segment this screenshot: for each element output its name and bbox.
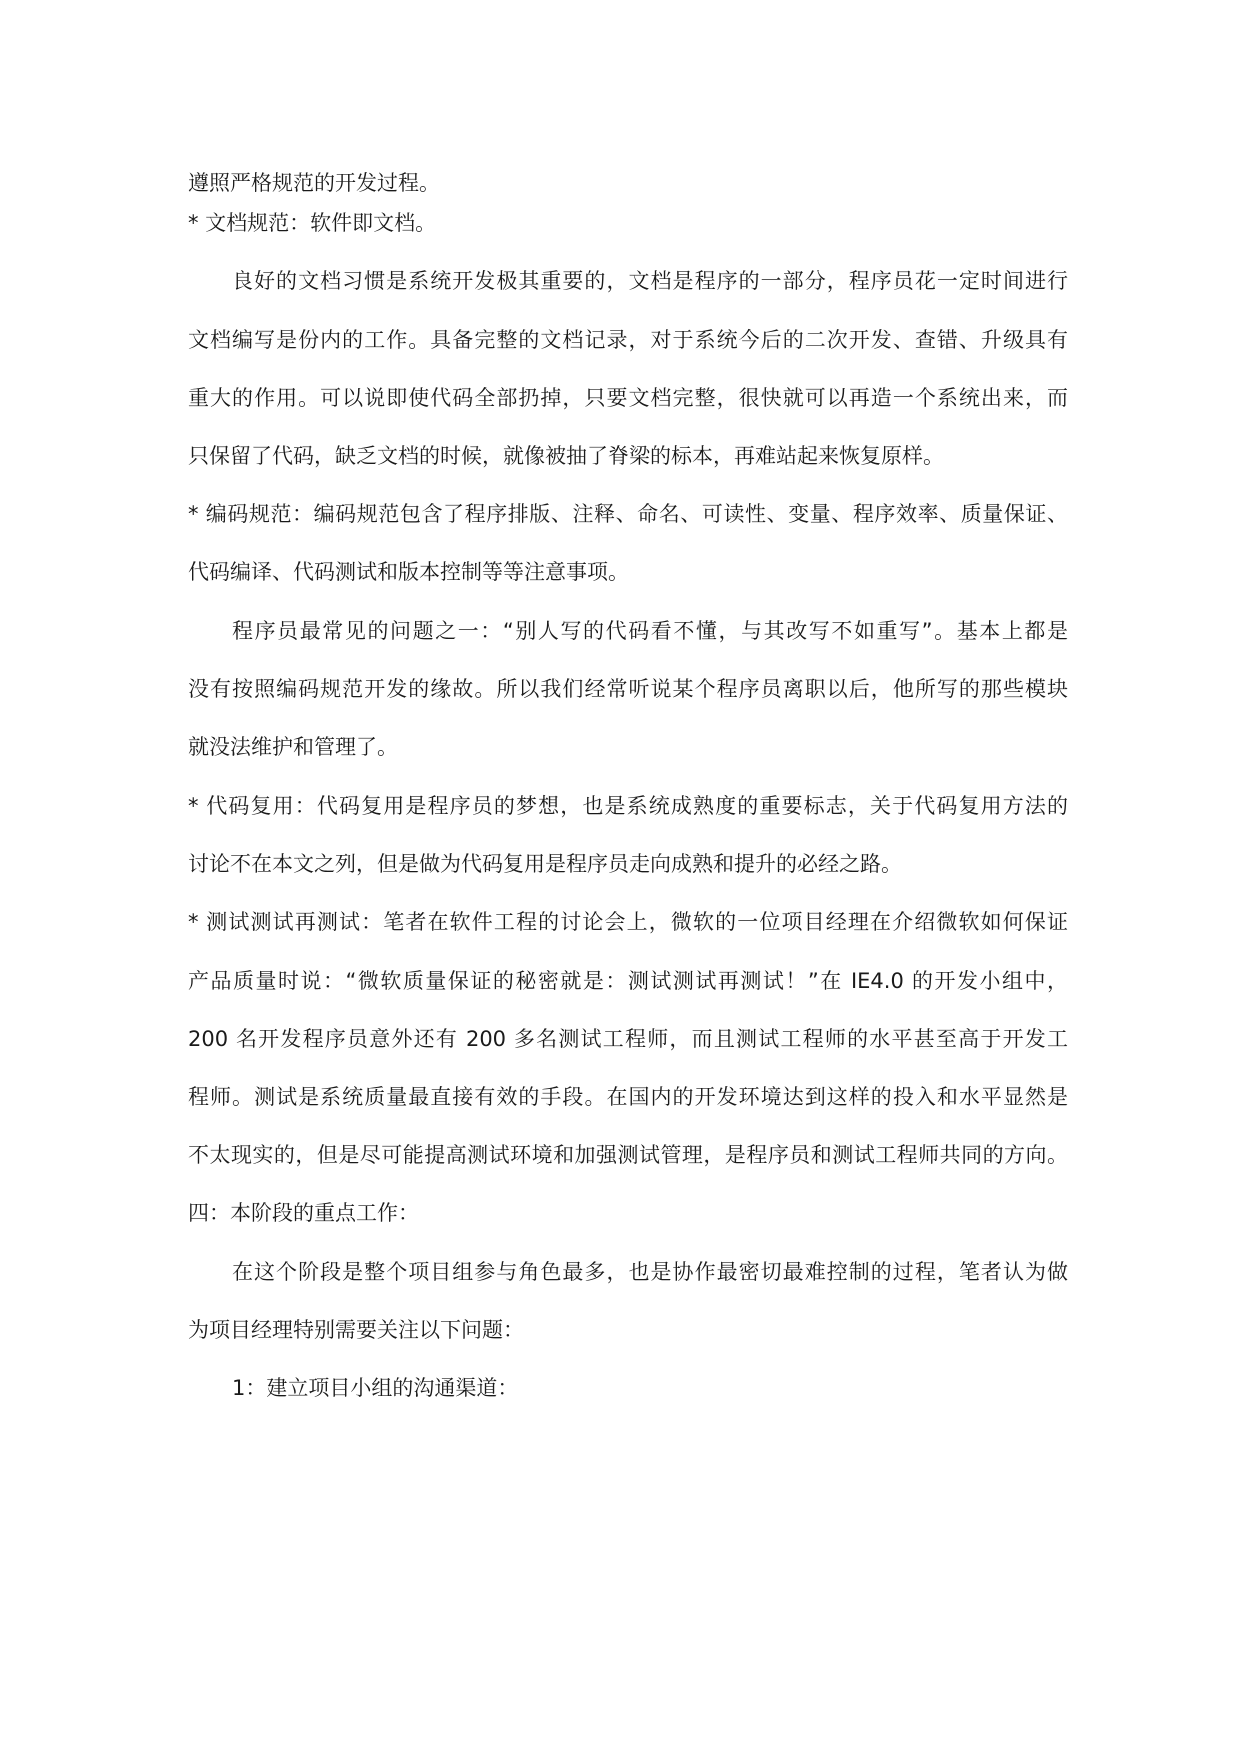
paragraph-line: 程师。测试是系统质量最直接有效的手段。在国内的开发环境达到这样的投入和水平显然是 xyxy=(188,1085,1068,1109)
bullet-code-reuse: * 代码复用：代码复用是程序员的梦想，也是系统成熟度的重要标志，关于代码复用方法的 xyxy=(188,794,1068,818)
paragraph-line: 产品质量时说：“微软质量保证的秘密就是：测试测试再测试！”在 IE4.0 的开发小组中， xyxy=(188,969,1068,993)
numbered-item: 1：建立项目小组的沟通渠道： xyxy=(232,1376,519,1400)
bullet-doc-standard: * 文档规范：软件即文档。 xyxy=(188,211,437,235)
paragraph-line: 文档编写是份内的工作。具备完整的文档记录，对于系统今后的二次开发、查错、升级具有 xyxy=(188,328,1068,352)
paragraph-line: 没有按照编码规范开发的缘故。所以我们经常听说某个程序员离职以后，他所写的那些模块 xyxy=(188,677,1068,701)
paragraph-line: 在这个阶段是整个项目组参与角色最多，也是协作最密切最难控制的过程，笔者认为做 xyxy=(232,1260,1068,1284)
paragraph-line: 重大的作用。可以说即使代码全部扔掉，只要文档完整，很快就可以再造一个系统出来，而 xyxy=(188,386,1068,410)
paragraph-line: 讨论不在本文之列，但是做为代码复用是程序员走向成熟和提升的必经之路。 xyxy=(188,852,902,876)
section-heading: 四：本阶段的重点工作： xyxy=(188,1201,419,1225)
paragraph-line: 遵照严格规范的开发过程。 xyxy=(188,171,440,195)
paragraph-line: 程序员最常见的问题之一：“别人写的代码看不懂，与其改写不如重写”。基本上都是 xyxy=(232,619,1068,643)
paragraph-line: 代码编译、代码测试和版本控制等等注意事项。 xyxy=(188,560,629,584)
paragraph-line: 只保留了代码，缺乏文档的时候，就像被抽了脊梁的标本，再难站起来恢复原样。 xyxy=(188,444,944,468)
paragraph-line: 为项目经理特别需要关注以下问题： xyxy=(188,1318,524,1342)
bullet-testing: * 测试测试再测试：笔者在软件工程的讨论会上，微软的一位项目经理在介绍微软如何保证 xyxy=(188,910,1068,934)
bullet-coding-standard: * 编码规范：编码规范包含了程序排版、注释、命名、可读性、变量、程序效率、质量保证、 xyxy=(188,502,1068,526)
paragraph-line: 良好的文档习惯是系统开发极其重要的，文档是程序的一部分，程序员花一定时间进行 xyxy=(232,269,1068,293)
paragraph-line: 不太现实的，但是尽可能提高测试环境和加强测试管理，是程序员和测试工程师共同的方向。 xyxy=(188,1143,1068,1167)
paragraph-line: 就没法维护和管理了。 xyxy=(188,735,398,759)
paragraph-line: 200 名开发程序员意外还有 200 多名测试工程师，而且测试工程师的水平甚至高于开发工 xyxy=(188,1027,1068,1051)
